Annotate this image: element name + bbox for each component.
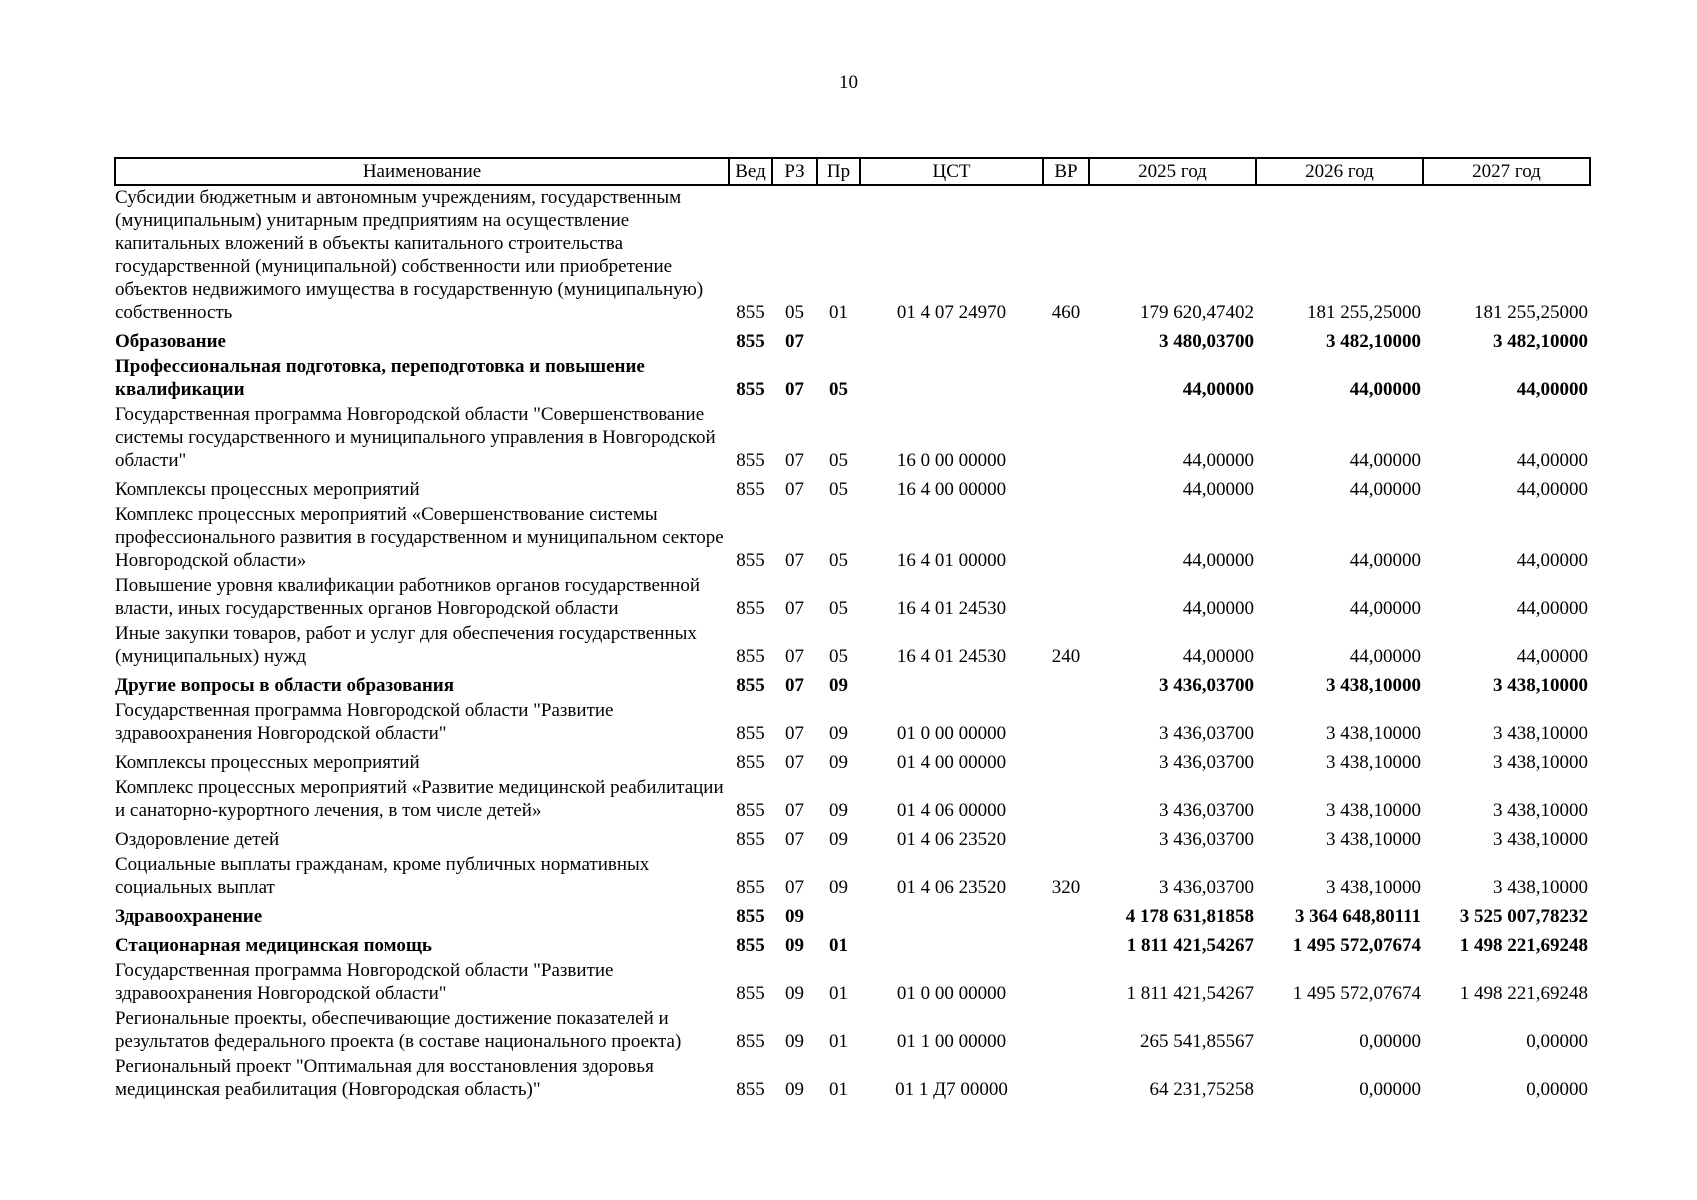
table-row xyxy=(115,853,1590,901)
row-rz: 07 xyxy=(785,723,804,744)
row-ved: 855 xyxy=(736,800,765,821)
row-pr: 09 xyxy=(829,723,848,744)
table-row xyxy=(115,355,1590,403)
row-cst xyxy=(860,901,1043,930)
row-pr xyxy=(817,901,860,930)
budget-table xyxy=(114,157,1591,1103)
row-pr: 05 xyxy=(829,646,848,667)
row-name: Государственная программа Новгородской области "Совершенствование системы государственного и муниципального управления в Новгородской области" xyxy=(115,404,716,471)
row-name: Региональный проект "Оптимальная для восстановления здоровья медицинская реабилитация (Новгородская область)" xyxy=(115,1056,654,1100)
row-amount-2027: 44,00000 xyxy=(1516,450,1588,471)
row-pr: 09 xyxy=(829,800,848,821)
row-cst xyxy=(860,930,1043,959)
row-amount-2025: 64 231,75258 xyxy=(1149,1079,1254,1100)
row-pr xyxy=(817,326,860,355)
row-cst: 16 4 01 00000 xyxy=(896,550,1007,571)
row-cst: 01 4 06 23520 xyxy=(896,829,1007,850)
row-ved: 855 xyxy=(736,983,765,1004)
row-ved: 855 xyxy=(736,479,765,500)
column-header-2027: 2027 год xyxy=(1423,158,1590,185)
row-amount-2027: 3 438,10000 xyxy=(1493,675,1588,696)
row-vr xyxy=(1043,959,1089,1007)
row-rz: 09 xyxy=(785,935,804,956)
row-amount-2026: 44,00000 xyxy=(1349,646,1421,667)
row-amount-2027: 3 438,10000 xyxy=(1493,800,1588,821)
row-ved: 855 xyxy=(736,906,765,927)
row-name: Повышение уровня квалификации работников органов государственной власти, иных государственных органов Новгородской области xyxy=(115,575,700,619)
row-vr xyxy=(1043,776,1089,824)
row-vr xyxy=(1043,474,1089,503)
row-amount-2026: 181 255,25000 xyxy=(1307,302,1421,323)
row-ved: 855 xyxy=(736,331,765,352)
row-amount-2027: 44,00000 xyxy=(1516,646,1588,667)
table-row xyxy=(115,503,1590,574)
row-name: Государственная программа Новгородской области "Развитие здравоохранения Новгородской области" xyxy=(115,960,614,1004)
row-amount-2027: 3 438,10000 xyxy=(1493,752,1588,773)
row-name: Комплекс процессных мероприятий «Совершенствование системы профессионального развития в государственном и муниципальном секторе Новгородской области» xyxy=(115,504,724,571)
row-pr: 01 xyxy=(829,302,848,323)
row-amount-2026: 3 364 648,80111 xyxy=(1294,906,1421,927)
row-vr xyxy=(1043,403,1089,474)
row-vr xyxy=(1043,326,1089,355)
table-header-row xyxy=(115,158,1590,185)
row-amount-2025: 3 436,03700 xyxy=(1159,723,1254,744)
row-cst xyxy=(860,355,1043,403)
row-name: Субсидии бюджетным и автономным учреждениям, государственным (муниципальным) унитарным предприятиям на осуществление капитальных вложений в объекты капитального строительства государственной (муниципальной) собственности или приобретение объектов недвижимого имущества в государственную (муниципальную) собственность xyxy=(115,187,704,323)
row-vr: 240 xyxy=(1051,646,1081,667)
row-name: Здравоохранение xyxy=(115,906,263,927)
row-pr: 09 xyxy=(829,877,848,898)
row-rz: 09 xyxy=(785,906,804,927)
row-amount-2025: 44,00000 xyxy=(1182,550,1254,571)
row-amount-2026: 44,00000 xyxy=(1349,450,1421,471)
row-ved: 855 xyxy=(736,302,765,323)
row-vr xyxy=(1043,747,1089,776)
table-row xyxy=(115,824,1590,853)
column-header-rz: РЗ xyxy=(772,158,817,185)
row-name: Комплексы процессных мероприятий xyxy=(115,752,420,773)
row-pr: 01 xyxy=(829,1079,848,1100)
row-pr: 05 xyxy=(829,598,848,619)
row-ved: 855 xyxy=(736,1079,765,1100)
row-amount-2025: 3 480,03700 xyxy=(1159,331,1254,352)
row-name: Региональные проекты, обеспечивающие достижение показателей и результатов федерального проекта (в составе национального проекта) xyxy=(115,1008,682,1052)
row-ved: 855 xyxy=(736,675,765,696)
row-pr: 05 xyxy=(829,450,848,471)
column-header-ved: Вед xyxy=(729,158,772,185)
row-amount-2027: 3 482,10000 xyxy=(1493,331,1588,352)
row-vr: 320 xyxy=(1051,877,1081,898)
row-amount-2026: 3 438,10000 xyxy=(1326,829,1421,850)
row-cst: 01 0 00 00000 xyxy=(896,983,1007,1004)
row-name: Стационарная медицинская помощь xyxy=(115,935,432,956)
row-vr xyxy=(1043,901,1089,930)
row-rz: 07 xyxy=(785,331,804,352)
row-vr xyxy=(1043,670,1089,699)
row-rz: 07 xyxy=(785,829,804,850)
row-rz: 07 xyxy=(785,450,804,471)
row-rz: 07 xyxy=(785,379,804,400)
row-rz: 07 xyxy=(785,675,804,696)
row-ved: 855 xyxy=(736,1031,765,1052)
row-vr xyxy=(1043,1055,1089,1103)
row-cst: 01 4 06 23520 xyxy=(896,877,1007,898)
row-vr xyxy=(1043,503,1089,574)
table-row xyxy=(115,185,1590,326)
row-amount-2025: 44,00000 xyxy=(1182,598,1254,619)
row-cst: 01 4 06 00000 xyxy=(896,800,1007,821)
row-amount-2026: 3 438,10000 xyxy=(1326,877,1421,898)
row-pr: 05 xyxy=(829,550,848,571)
row-pr: 09 xyxy=(829,752,848,773)
row-amount-2027: 3 438,10000 xyxy=(1493,723,1588,744)
row-amount-2027: 44,00000 xyxy=(1516,379,1588,400)
row-ved: 855 xyxy=(736,646,765,667)
row-amount-2025: 4 178 631,81858 xyxy=(1125,906,1254,927)
table-row xyxy=(115,699,1590,747)
column-header-vr: ВР xyxy=(1043,158,1089,185)
row-amount-2026: 1 495 572,07674 xyxy=(1292,935,1421,956)
row-amount-2026: 44,00000 xyxy=(1349,479,1421,500)
table-row xyxy=(115,326,1590,355)
row-cst: 01 0 00 00000 xyxy=(896,723,1007,744)
row-amount-2027: 1 498 221,69248 xyxy=(1459,983,1588,1004)
row-vr xyxy=(1043,355,1089,403)
row-rz: 07 xyxy=(785,646,804,667)
row-rz: 07 xyxy=(785,800,804,821)
row-amount-2025: 3 436,03700 xyxy=(1159,829,1254,850)
row-pr: 05 xyxy=(829,479,848,500)
row-vr xyxy=(1043,930,1089,959)
row-pr: 09 xyxy=(829,675,848,696)
row-name: Образование xyxy=(115,331,226,352)
row-rz: 09 xyxy=(785,983,804,1004)
row-cst: 16 4 01 24530 xyxy=(896,646,1007,667)
row-cst xyxy=(860,670,1043,699)
row-name: Иные закупки товаров, работ и услуг для обеспечения государственных (муниципальных) нужд xyxy=(115,623,697,667)
table-row xyxy=(115,930,1590,959)
row-amount-2025: 1 811 421,54267 xyxy=(1126,935,1254,956)
column-header-2026: 2026 год xyxy=(1256,158,1423,185)
row-rz: 07 xyxy=(785,550,804,571)
row-amount-2025: 1 811 421,54267 xyxy=(1126,983,1254,1004)
column-header-pr: Пр xyxy=(817,158,860,185)
row-amount-2025: 3 436,03700 xyxy=(1159,752,1254,773)
row-amount-2026: 3 482,10000 xyxy=(1326,331,1421,352)
row-rz: 07 xyxy=(785,479,804,500)
page-number: 10 xyxy=(839,72,858,93)
row-amount-2027: 44,00000 xyxy=(1516,598,1588,619)
row-amount-2025: 179 620,47402 xyxy=(1140,302,1254,323)
row-rz: 07 xyxy=(785,877,804,898)
row-amount-2026: 0,00000 xyxy=(1359,1031,1421,1052)
row-amount-2025: 3 436,03700 xyxy=(1159,877,1254,898)
table-row xyxy=(115,1007,1590,1055)
row-name: Государственная программа Новгородской области "Развитие здравоохранения Новгородской области" xyxy=(115,700,614,744)
row-cst: 01 1 00 00000 xyxy=(896,1031,1007,1052)
row-amount-2026: 0,00000 xyxy=(1359,1079,1421,1100)
row-rz: 09 xyxy=(785,1031,804,1052)
row-vr xyxy=(1043,699,1089,747)
row-ved: 855 xyxy=(736,450,765,471)
row-amount-2027: 44,00000 xyxy=(1516,550,1588,571)
column-header-cst: ЦСТ xyxy=(860,158,1043,185)
row-cst: 16 4 01 24530 xyxy=(896,598,1007,619)
row-amount-2027: 3 438,10000 xyxy=(1493,877,1588,898)
row-ved: 855 xyxy=(736,877,765,898)
row-name: Другие вопросы в области образования xyxy=(115,675,455,696)
row-amount-2026: 1 495 572,07674 xyxy=(1292,983,1421,1004)
row-name: Социальные выплаты гражданам, кроме публичных нормативных социальных выплат xyxy=(115,854,650,898)
table-row xyxy=(115,959,1590,1007)
row-name: Профессиональная подготовка, переподготовка и повышение квалификации xyxy=(115,356,645,400)
row-rz: 09 xyxy=(785,1079,804,1100)
table-row xyxy=(115,670,1590,699)
row-vr xyxy=(1043,1007,1089,1055)
row-ved: 855 xyxy=(736,935,765,956)
row-cst: 16 0 00 00000 xyxy=(896,450,1007,471)
row-cst: 01 4 07 24970 xyxy=(896,302,1007,323)
row-cst: 16 4 00 00000 xyxy=(896,479,1007,500)
row-amount-2026: 44,00000 xyxy=(1349,550,1421,571)
row-amount-2026: 44,00000 xyxy=(1349,379,1421,400)
row-pr: 01 xyxy=(829,935,848,956)
row-amount-2025: 3 436,03700 xyxy=(1159,675,1254,696)
row-amount-2026: 3 438,10000 xyxy=(1326,800,1421,821)
table-row xyxy=(115,574,1590,622)
row-rz: 07 xyxy=(785,752,804,773)
column-header-name: Наименование xyxy=(115,158,729,185)
row-amount-2026: 3 438,10000 xyxy=(1326,752,1421,773)
row-ved: 855 xyxy=(736,752,765,773)
row-pr: 01 xyxy=(829,1031,848,1052)
table-row xyxy=(115,747,1590,776)
row-cst xyxy=(860,326,1043,355)
row-amount-2027: 3 525 007,78232 xyxy=(1459,906,1588,927)
row-name: Комплекс процессных мероприятий «Развитие медицинской реабилитации и санаторно-курортного лечения, в том числе детей» xyxy=(115,777,724,821)
row-cst: 01 1 Д7 00000 xyxy=(895,1079,1008,1100)
row-pr: 09 xyxy=(829,829,848,850)
row-amount-2027: 44,00000 xyxy=(1516,479,1588,500)
row-ved: 855 xyxy=(736,550,765,571)
row-rz: 07 xyxy=(785,598,804,619)
row-amount-2027: 3 438,10000 xyxy=(1493,829,1588,850)
column-header-2025: 2025 год xyxy=(1089,158,1256,185)
row-amount-2025: 44,00000 xyxy=(1182,479,1254,500)
row-vr xyxy=(1043,574,1089,622)
row-cst: 01 4 00 00000 xyxy=(896,752,1007,773)
row-amount-2026: 3 438,10000 xyxy=(1326,675,1421,696)
row-pr: 01 xyxy=(829,983,848,1004)
table-row xyxy=(115,1055,1590,1103)
row-amount-2026: 44,00000 xyxy=(1349,598,1421,619)
row-amount-2025: 44,00000 xyxy=(1182,646,1254,667)
row-ved: 855 xyxy=(736,598,765,619)
row-amount-2027: 1 498 221,69248 xyxy=(1459,935,1588,956)
row-amount-2027: 0,00000 xyxy=(1526,1031,1588,1052)
row-amount-2025: 265 541,85567 xyxy=(1140,1031,1254,1052)
table-row xyxy=(115,474,1590,503)
row-amount-2027: 0,00000 xyxy=(1526,1079,1588,1100)
row-amount-2025: 3 436,03700 xyxy=(1159,800,1254,821)
row-amount-2025: 44,00000 xyxy=(1182,379,1254,400)
table-row xyxy=(115,901,1590,930)
row-ved: 855 xyxy=(736,379,765,400)
row-rz: 05 xyxy=(785,302,804,323)
row-vr xyxy=(1043,824,1089,853)
table-row xyxy=(115,403,1590,474)
row-pr: 05 xyxy=(829,379,848,400)
row-amount-2026: 3 438,10000 xyxy=(1326,723,1421,744)
row-amount-2027: 181 255,25000 xyxy=(1474,302,1588,323)
row-ved: 855 xyxy=(736,723,765,744)
row-name: Оздоровление детей xyxy=(115,829,280,850)
table-row xyxy=(115,776,1590,824)
row-amount-2025: 44,00000 xyxy=(1182,450,1254,471)
table-row xyxy=(115,622,1590,670)
row-name: Комплексы процессных мероприятий xyxy=(115,479,420,500)
row-vr: 460 xyxy=(1051,302,1081,323)
row-ved: 855 xyxy=(736,829,765,850)
